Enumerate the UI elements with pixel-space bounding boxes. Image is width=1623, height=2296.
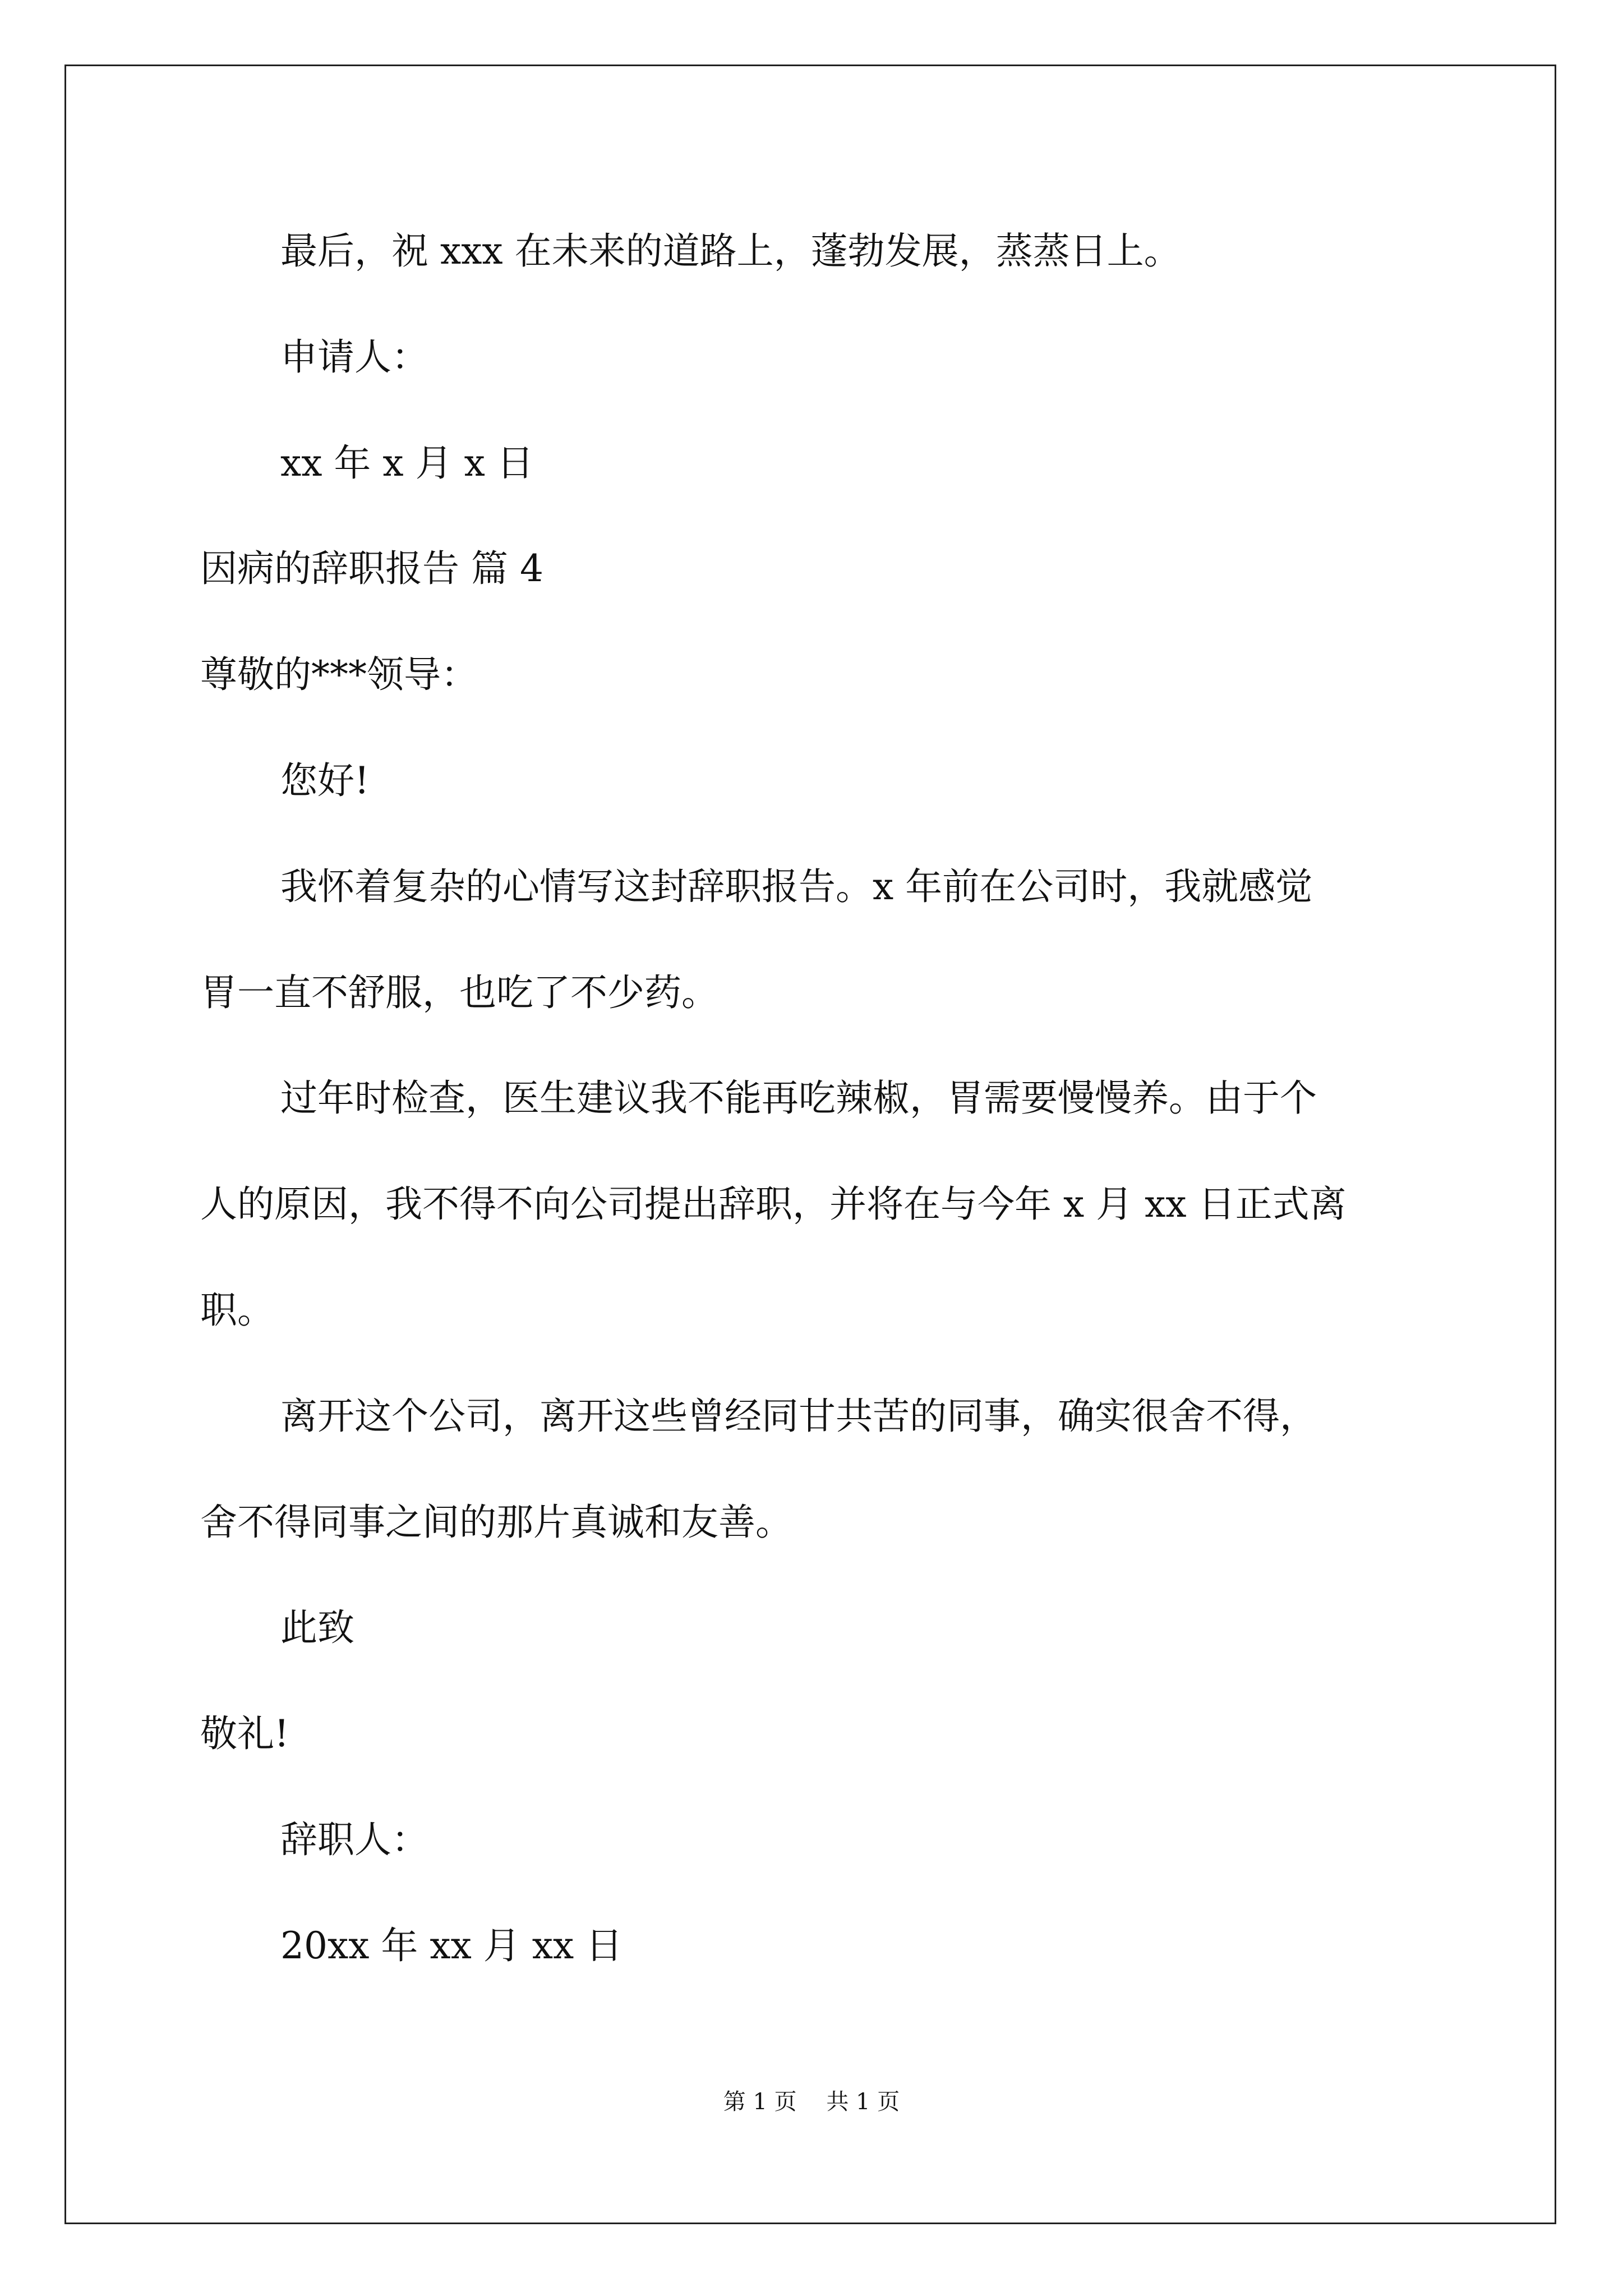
closing-wish-line: 最后，祝 xxx 在未来的道路上，蓬勃发展，蒸蒸日上。	[280, 229, 1181, 273]
resignation-date: 20xx 年 xx 月 xx 日	[280, 1924, 623, 1967]
applicant-date: xx 年 x 月 x 日	[280, 441, 534, 485]
section-heading: 因病的辞职报告 篇 4	[200, 547, 543, 590]
body-paragraph-1-line-2: 胃一直不舒服，也吃了不少药。	[200, 971, 718, 1014]
resigner-label: 辞职人：	[280, 1818, 428, 1861]
body-paragraph-1-line-1: 我怀着复杂的心情写这封辞职报告。x 年前在公司时，我就感觉	[280, 865, 1313, 908]
body-paragraph-3-line-1: 离开这个公司，离开这些曾经同甘共苦的同事，确实很舍不得，	[280, 1395, 1317, 1438]
salutation: 尊敬的***领导：	[200, 653, 478, 696]
body-paragraph-2-line-2: 人的原因，我不得不向公司提出辞职，并将在与今年 x 月 xx 日正式离	[200, 1182, 1347, 1226]
closing-phrase: 此致	[280, 1606, 354, 1649]
body-paragraph-2-line-3: 职。	[200, 1289, 274, 1332]
applicant-label: 申请人：	[280, 335, 428, 379]
page-footer: 第 1 页 共 1 页	[723, 2089, 900, 2115]
page-border	[64, 65, 1556, 2224]
greeting: 您好!	[280, 759, 370, 802]
closing-salute: 敬礼!	[200, 1712, 289, 1755]
body-paragraph-3-line-2: 舍不得同事之间的那片真诚和友善。	[200, 1501, 792, 1544]
body-paragraph-2-line-1: 过年时检查，医生建议我不能再吃辣椒，胃需要慢慢养。由于个	[280, 1076, 1317, 1120]
